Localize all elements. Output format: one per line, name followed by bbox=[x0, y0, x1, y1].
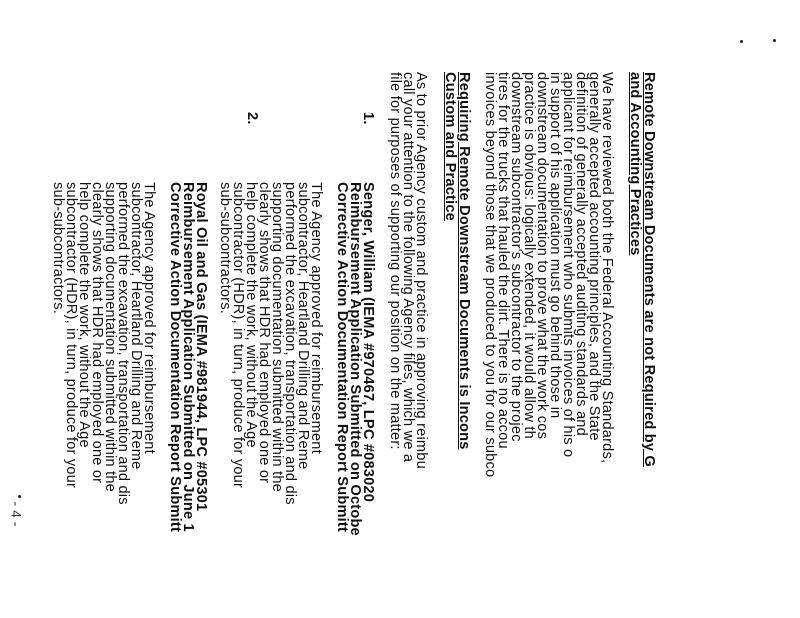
item1-body-line: The Agency approved for reimbursement bbox=[308, 182, 324, 454]
item2-title-line: Royal Oil and Gas (IEMA #981944, LPC #05301 bbox=[193, 182, 209, 512]
section2-body-line: As to prior Agency custom and practice in approving reimbu bbox=[413, 72, 429, 469]
scan-speck bbox=[773, 39, 776, 42]
item1-body-line: subcontractor, Heartland Drilling and Reme bbox=[295, 182, 311, 470]
item1-body-line: supporting documentation submitted within the bbox=[269, 182, 285, 492]
item2-number: 2. bbox=[244, 112, 260, 125]
item1-title-line: Senger, William (IEMA #970467, LPC #083020 bbox=[360, 182, 376, 503]
rotated-document bbox=[50, 72, 657, 618]
item2-body-line: subcontractor (HDR), in turn, produce for your bbox=[63, 182, 79, 489]
item2-body-line: The Agency approved for reimbursement bbox=[141, 182, 157, 454]
item1-body-line: subcontractor (HDR), in turn, produce for your bbox=[230, 182, 246, 489]
section2-heading-line1: Requiring Remote Downstream Documents is Incons bbox=[456, 72, 472, 450]
item2-body-line: supporting documentation submitted within the bbox=[102, 182, 118, 492]
section2-body-line: call your attention to the following Agency files, which we a bbox=[400, 72, 416, 463]
item1-body-line: performed the excavation, transportation and dis bbox=[282, 182, 298, 505]
section1-heading-line1: Remote Downstream Documents are not Required by G bbox=[641, 72, 657, 467]
item2-body-line: help complete the work, without the Age bbox=[76, 182, 92, 448]
section1-body-line: practice is obvious: logically extended, it would allow th bbox=[521, 72, 537, 439]
section1-body-line: invoices beyond those that we produced to you for our subco bbox=[482, 72, 498, 478]
item2-body-line: clearly shows that HDR had employed one or bbox=[89, 182, 105, 484]
section1-body-line: We have reviewed both the Federal Accounting Standards, bbox=[599, 72, 615, 464]
item1-body-line: sub-subcontractors. bbox=[217, 182, 233, 314]
section2-heading-line2: Custom and Practice bbox=[442, 72, 458, 221]
item1-title-line: Corrective Action Documentation Report Submitt bbox=[334, 182, 350, 533]
section1-body-line: definition of generally accepted auditing standards and bbox=[573, 72, 589, 436]
section1-body-line: applicant for reimbursement who submits invoices of his o bbox=[560, 72, 576, 458]
item2-title-line: Corrective Action Documentation Report Submitt bbox=[167, 182, 183, 533]
section1-body-line: tires for the trucks that hauled the dirt. There is no accou bbox=[495, 72, 511, 449]
item1-number: 1. bbox=[360, 112, 376, 125]
section1-body-line: in support of his application must go behind those in bbox=[547, 72, 563, 419]
item2-body-line: subcontractor, Heartland Drilling and Reme bbox=[128, 182, 144, 470]
section1-heading-line2: and Accounting Practices bbox=[627, 72, 643, 256]
section1-body-line: downstream subcontractor's subcontractor to the projec bbox=[508, 72, 524, 442]
item2-body-line: sub-subcontractors. bbox=[50, 182, 66, 314]
section1-body-line: generally accepted accounting principles, and the State bbox=[586, 72, 602, 441]
item2-body-line: performed the excavation, transportation and dis bbox=[115, 182, 131, 505]
scan-speck bbox=[18, 495, 21, 498]
section1-body-line: downstream documentation to prove what the work cos bbox=[534, 72, 550, 440]
item1-title-line: Reimbursement Application Submitted on Octobe bbox=[347, 182, 363, 536]
page-number: - 4 - bbox=[8, 501, 25, 527]
section2-body-line: file for purposes of supporting our position on the matter: bbox=[387, 72, 403, 450]
scan-speck bbox=[740, 40, 743, 43]
item2-title-line: Reimbursement Application Submitted on June 1 bbox=[180, 182, 196, 532]
item1-body-line: help complete the work, without the Age bbox=[243, 182, 259, 448]
item1-body-line: clearly shows that HDR had employed one or bbox=[256, 182, 272, 484]
